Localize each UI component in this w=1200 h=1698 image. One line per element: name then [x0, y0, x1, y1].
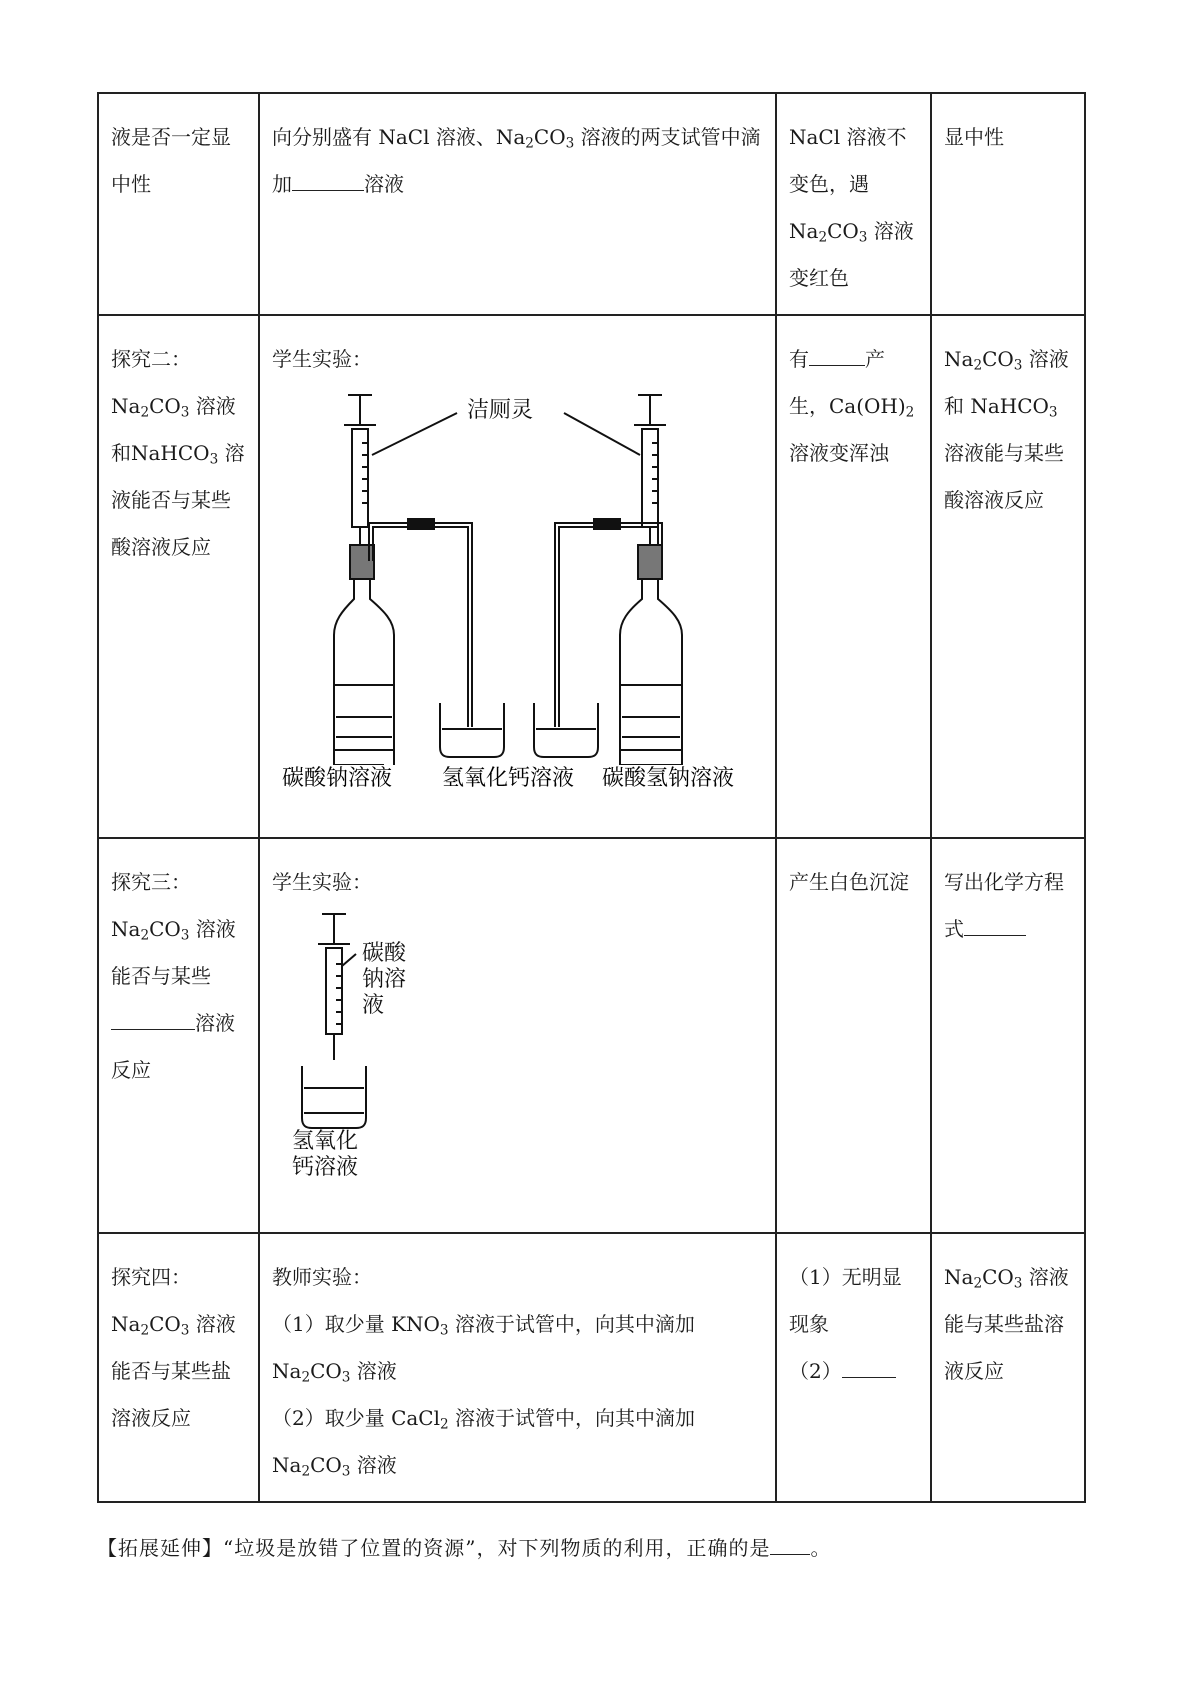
- reagent-label: 洁厕灵: [467, 398, 534, 423]
- row4-phenomenon: （1）无明显现象 （2）: [776, 1233, 931, 1502]
- answer-blank: [964, 913, 1026, 936]
- answer-blank: [842, 1355, 896, 1378]
- row4-conclusion: $Na_2CO_3$ 溶液能与某些盐溶液反应: [931, 1233, 1085, 1502]
- beaker-label-line2: 钙溶液: [292, 1155, 359, 1178]
- teacher-step-1: （1）取少量 $KNO_3$ 溶液于试管中，向其中滴加 $Na_2CO_3$ 溶液: [272, 1312, 695, 1386]
- beaker-label-line1: 氢氧化: [292, 1129, 359, 1154]
- row3-method: 学生实验： 碳酸 钠溶 液 氢氧化 钙溶液: [259, 838, 776, 1233]
- syringe-label-line3: 液: [362, 993, 385, 1018]
- row2-phenomenon: 有 产生，$Ca(OH)_2$ 溶液变浑浊: [776, 315, 931, 838]
- table-row: [98, 93, 1085, 315]
- gas-apparatus-diagram: [272, 385, 762, 765]
- row2-question: 探究二： $Na_2CO_3$ 溶液和NaHCO$_3$ 溶液能否与某些酸溶液反应: [98, 315, 259, 838]
- table-row: [98, 838, 1085, 1233]
- row3-conclusion: 写出化学方程式: [931, 838, 1085, 1233]
- row1-method: 向分别盛有 NaCl 溶液、$Na_2CO_3$ 溶液的两支试管中滴加 溶液: [259, 93, 776, 315]
- extension-question: 【拓展延伸】“垃圾是放错了位置的资源”，对下列物质的利用，正确的是 。: [97, 1532, 831, 1561]
- syringe-label-line1: 碳酸: [362, 941, 407, 966]
- row3-phenomenon: 产生白色沉淀: [776, 838, 931, 1233]
- answer-blank: [111, 1007, 195, 1030]
- answer-blank: [292, 168, 364, 191]
- row4-question: 探究四： $Na_2CO_3$ 溶液能否与某些盐溶液反应: [98, 1233, 259, 1502]
- table-row: [98, 1233, 1085, 1502]
- row1-conclusion: 显中性: [931, 93, 1085, 315]
- table-row: [98, 315, 1085, 838]
- middle-beaker-label: 氢氧化钙溶液: [442, 766, 575, 791]
- experiment-table: [97, 92, 1086, 1503]
- row1-question: 液是否一定显中性: [98, 93, 259, 315]
- answer-blank: [770, 1532, 810, 1555]
- teacher-step-2: （2）取少量 CaCl$_2$ 溶液于试管中，向其中滴加 $Na_2CO_3$ 溶液: [272, 1406, 696, 1480]
- answer-blank: [809, 343, 865, 366]
- row2-conclusion: $Na_2CO_3$ 溶液和 NaHCO$_3$ 溶液能与某些酸溶液反应: [931, 315, 1085, 838]
- diagram-labels: [272, 763, 762, 793]
- row3-question: 探究三： $Na_2CO_3$ 溶液能否与某些溶液反应: [98, 838, 259, 1233]
- row1-phenomenon: NaCl 溶液不变色，遇$Na_2CO_3$ 溶液变红色: [776, 93, 931, 315]
- right-bottle-label: 碳酸氢钠溶液: [602, 766, 735, 791]
- syringe-label-line2: 钠溶: [362, 967, 407, 992]
- row2-method: 学生实验： 洁厕灵 碳酸钠溶液 氢氧化钙溶液 碳酸氢钠溶液: [259, 315, 776, 838]
- left-bottle-label: 碳酸钠溶液: [282, 766, 393, 791]
- precipitation-diagram: [272, 908, 472, 1178]
- row4-method: 教师实验： （1）取少量 $KNO_3$ 溶液于试管中，向其中滴加 $Na_2CO_3$ 溶液 （2）取少量 CaCl$_2$ 溶液于试管中，向其中滴加 $Na_2CO_3$ 溶液: [259, 1233, 776, 1502]
